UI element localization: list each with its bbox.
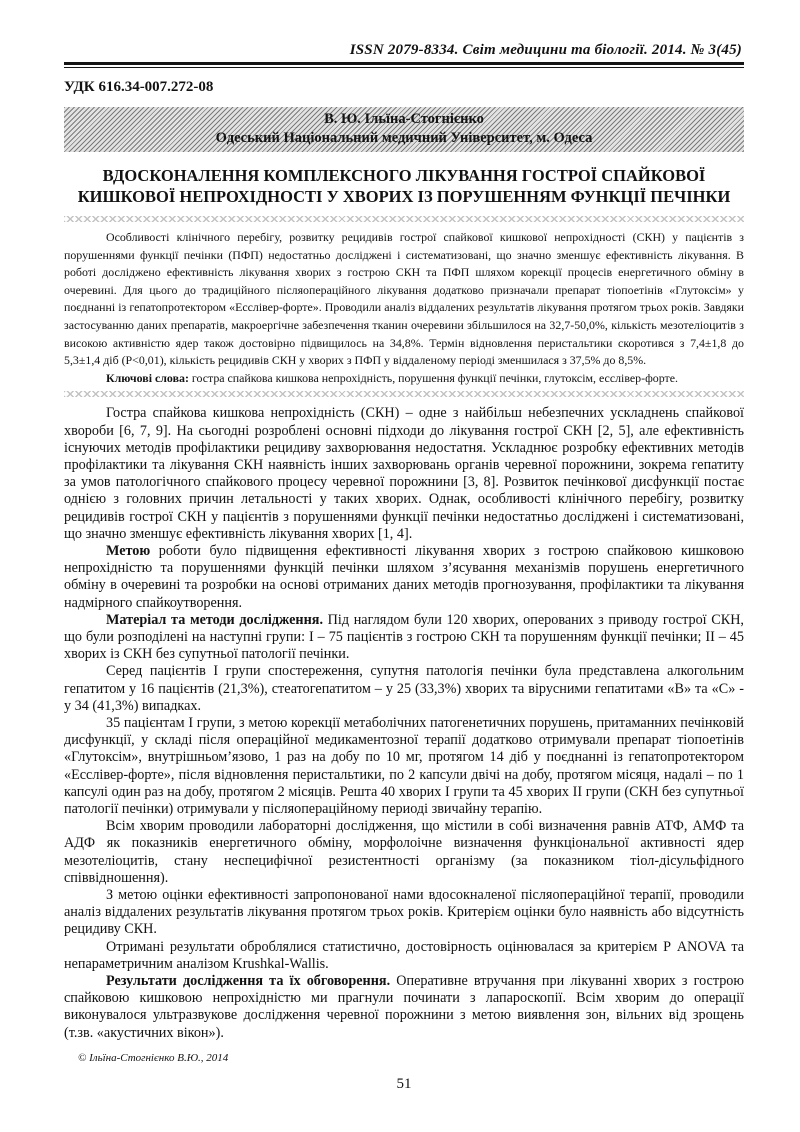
- author-block: [64, 107, 744, 152]
- article-body: [64, 405, 744, 1042]
- header-rule: [64, 62, 744, 68]
- page-number: 51: [396, 1075, 412, 1092]
- author-affiliation: Одеський Національний медичний Університет, м. Одеса: [215, 130, 593, 146]
- body-paragraph: [64, 612, 744, 664]
- zigzag-separator-top: [64, 216, 744, 222]
- paragraph-text: Отримані результати оброблялися статистично, достовірность оцінювалася за критерієм Р ANOVA та непараметричним аналізом Krushkal-Wallis.: [64, 938, 744, 972]
- paragraph-text: Гостра спайкова кишкова непрохідність (СКН) – одне з найбільш небезпечних ускладнень спайкової хвороби [6, 7, 9]. На сьогодні розроблені основні підходи до лікування гострої СКН [2, 5], але ефективність існуючих методів профілактики рецидиву захворювання недостатня. Ускладнює розробку ефективних методів профілактики та лікування СКН наявність інших захворювань органів черевної порожнини, зокрема гепатиту за умов патологічного спайкового процесу черевної порожнини [3, 8]. Розвиток печінкової дисфункції постає однією з головних причин летальності у таких хворих. Однак, особливості клінічного перебігу, розвитку рецидивів гострої СКН у пацієнтів з порушеннями функції печінки недостатньо досліджені і систематизовані, що значно зменшує ефективність лікування хворих [1, 4].: [64, 405, 744, 542]
- abstract-body: Особливості клінічного перебігу, розвитку рецидивів гострої спайкової кишкової непрохідності (СКН) у пацієнтів з порушеннями функції печінки (ПФП) недостатньо досліджені і систематизовані, що значно зменшує ефективність лікування. В роботі досліджено ефективність лікування хворих з гострою СКН та ПФП шляхом корекції процесів енергетичного обміну в очеревині. Для цього до традиційного післяопераційного лікування додатково призначали препарат тіопоетінів «Глутоксім» у поєднанні із гепатопротектором «Есслівер-форте». Проводили аналіз віддалених результатів лікування протягом трьох років. Завдяки застосуванню даних препаратів, макроергічне забезпечення тканин очеревини збільшилося на 32,7-50,0%, кількість мезотеліоцитів з високою активністю ядер також достовірно підвищилось на 34,8%. Термін відновлення перистальтики скоротився з 7,4±1,8 до 5,3±1,4 діб (Р<0,01), кількість рецидивів СКН у хворих з ПФП у віддаленому періоді зменшилася з 37,5% до 8,5%.: [64, 230, 744, 368]
- keywords-label: Ключові слова:: [106, 370, 189, 385]
- body-paragraph: [64, 973, 744, 1042]
- paragraph-text: Всім хворим проводили лабораторні дослідження, що містили в собі визначення равнів АТФ, АМФ та АДФ як показників енергетичного обміну, морфолоічне визначення функціональної активності ядер мезотеліоцитів, стану неспецифічної резистентності організму (за показником тіол-дісульфідного співвідношення).: [64, 818, 744, 886]
- article-title: ВДОСКОНАЛЕННЯ КОМПЛЕКСНОГО ЛІКУВАННЯ ГОСТРОЇ СПАЙКОВОЇ КИШКОВОЇ НЕПРОХІДНОСТІ У ХВОРИХ ІЗ ПОРУШЕННЯМ ФУНКЦІЇ ПЕЧІНКИ: [77, 166, 731, 206]
- udc-code: УДК 616.34-007.272-08: [64, 79, 214, 95]
- paragraph-text: З метою оцінки ефективності запропонованої нами вдосокналеної післяопераційної терапії, проводили аналіз віддалених результатів лікування протягом трьох років. Критерієм оцінки було наявність або відсутність рецидиву СКН.: [64, 887, 744, 938]
- abstract-text: [64, 229, 744, 370]
- paragraph-text: роботи було підвищення ефективності лікування хворих з гострою спайковою кишковою непрохідністю та порушеннями функцій печінки шляхом з’ясування механізмів порушень енергетичного обміну в очеревині та розробки на основі отриманих даних методів прогнозування, профілактики та лікування надмірного спайкоутворення.: [64, 542, 744, 611]
- body-paragraph: [64, 939, 744, 973]
- keywords-text: гостра спайкова кишкова непрохідність, порушення функції печінки, глутоксім, есслівер-форте.: [188, 370, 678, 385]
- paragraph-lead: Результати дослідження та їх обговорення.: [106, 973, 397, 990]
- body-paragraph: [64, 663, 744, 715]
- zigzag-separator-bottom: [64, 391, 744, 397]
- body-paragraph: [64, 887, 744, 939]
- journal-header: ISSN 2079-8334. Світ медицини та біології. 2014. № 3(45): [349, 42, 742, 58]
- abstract-section: [64, 229, 744, 387]
- paragraph-lead: Матеріал та методи дослідження.: [106, 611, 328, 628]
- paragraph-lead: Метою: [106, 542, 159, 559]
- paragraph-text: Оперативне втручання при лікуванні хворих з гострою спайковою кишковою непрохідністю ми прагнули починати з лапароскопії. Всім хворим до операції виконувалося ультразвукове дослідження черевної порожнини з метою виявлення зон, вільних від зрощень (т.зв. «акустичних вікон»).: [64, 973, 744, 1041]
- paragraph-text: Під наглядом були 120 хворих, оперованих з приводу гострої СКН, що були розподілені на наступні групи: I – 75 пацієнтів з гострою СКН та порушенням функції печінки; II – 45 хворих із СКН без супутньої патології печінки.: [64, 611, 744, 663]
- keywords-line: [64, 370, 744, 388]
- body-paragraph: [64, 715, 744, 818]
- copyright-notice: © Ільїна-Стогнієнко В.Ю., 2014: [78, 1051, 229, 1064]
- paragraph-text: Серед пацієнтів I групи спостереження, супутня патологія печінки була представлена алкогольним гепатитом у 16 пацієнтів (21,3%), стеатогепатитом – у 25 (33,3%) хворих та вірусними гепатитами «В» та «С» - у 34 (41,3%) випадках.: [64, 663, 744, 714]
- body-paragraph: [64, 543, 744, 612]
- paragraph-text: 35 пацієнтам I групи, з метою корекції метаболічних патогенетичних порушень, притаманних печінковій дисфункції, у складі після операційної медикаментозної терапії додатково отримували препарат тіопоетінів «Глутоксім», внутрішньом’язово, 1 раз на добу по 10 мг, протягом 14 діб у поєднанні із гепатопротектором «Есслівер-форте», після відновлення перистальтики, по 2 капсули двічі на добу, протягом місяця, надалі – по 1 капсулі один раз на добу, протягом 2 місяців. Решта 40 хворих I групи та 45 хворих II групи (СКН без супутньої патології печінки) отримували у післяопераційному периоді звичайну терапію.: [64, 715, 744, 818]
- author-name: В. Ю. Ільїна-Стогнієнко: [324, 111, 484, 127]
- body-paragraph: [64, 405, 744, 543]
- body-paragraph: [64, 818, 744, 887]
